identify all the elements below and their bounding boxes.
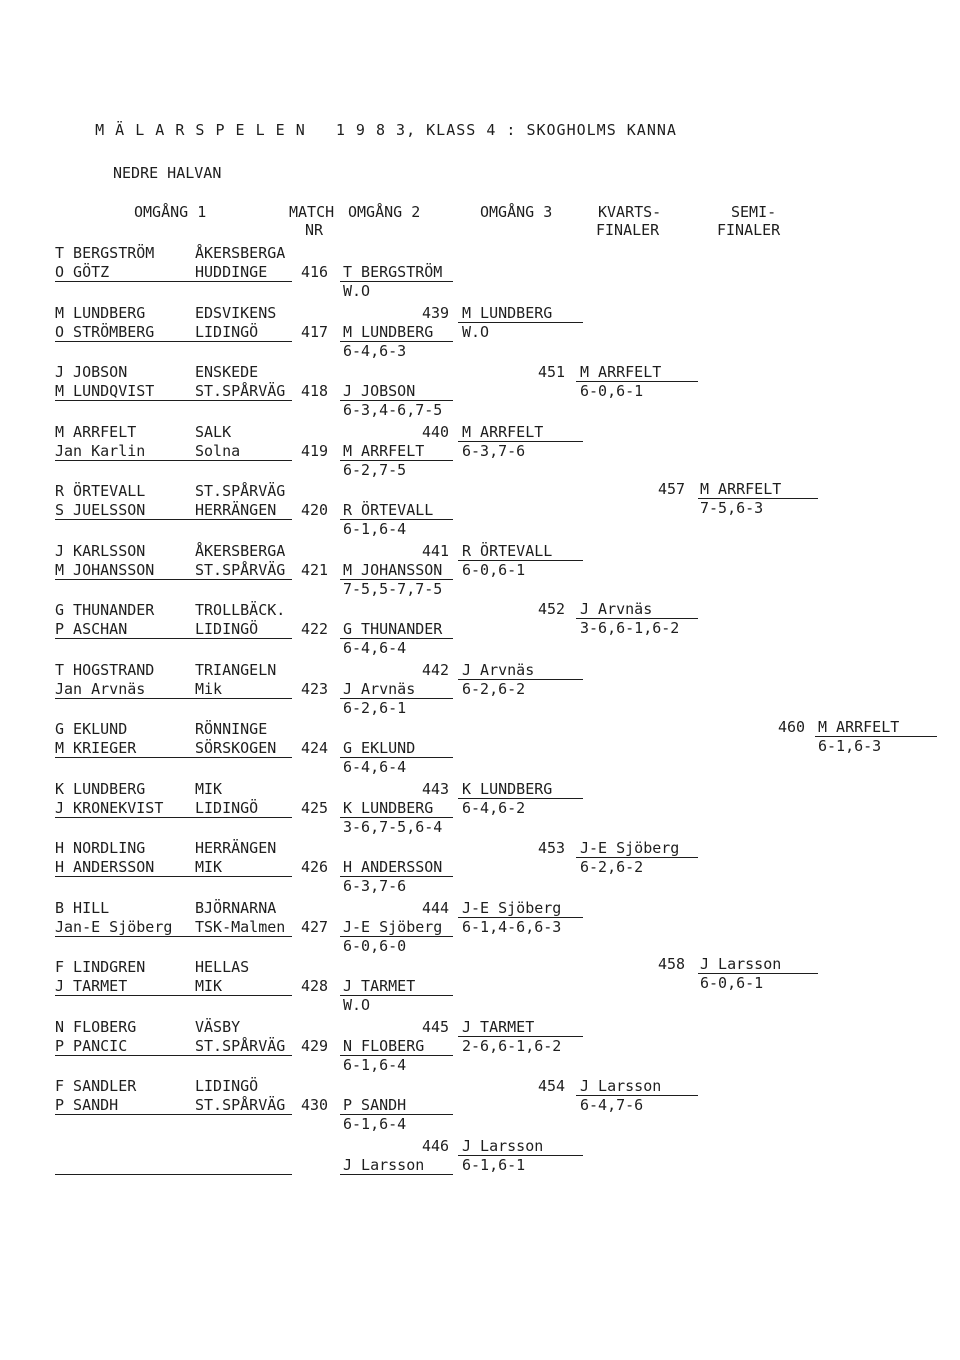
- match-number: 440: [422, 423, 450, 441]
- bracket-line: [340, 460, 453, 461]
- round2-entrant: R ÖRTEVALL: [343, 501, 434, 519]
- bracket-line: [340, 281, 453, 282]
- match-number: 424: [301, 739, 329, 757]
- bracket-line: [55, 936, 292, 937]
- match-number: 454: [538, 1077, 566, 1095]
- bracket-line: [55, 757, 292, 758]
- round2-entrant: K LUNDBERG: [343, 799, 434, 817]
- round1-player: H ANDERSSON: [55, 858, 155, 876]
- bracket-line: [340, 341, 453, 342]
- match-number: 453: [538, 839, 566, 857]
- round1-player: N FLOBERG: [55, 1018, 137, 1036]
- match-number: 427: [301, 918, 329, 936]
- match-score: 6-1,6-4: [343, 1056, 407, 1074]
- match-score: W.O: [462, 323, 490, 341]
- match-score: W.O: [343, 996, 371, 1014]
- page-title: [55, 105, 677, 156]
- bracket-line: [340, 1055, 453, 1056]
- match-number: 443: [422, 780, 450, 798]
- section-title: NEDRE HALVAN: [113, 164, 222, 182]
- round2-entrant: J JOBSON: [343, 382, 416, 400]
- match-number: 460: [778, 718, 806, 736]
- round1-club: Solna: [195, 442, 241, 460]
- bracket-line: [55, 698, 292, 699]
- round1-player: J KRONEKVIST: [55, 799, 164, 817]
- round1-player: P SANDH: [55, 1096, 119, 1114]
- round1-player: M ARRFELT: [55, 423, 137, 441]
- match-number: 452: [538, 600, 566, 618]
- match-score: 6-1,6-4: [343, 520, 407, 538]
- bracket-line: [576, 381, 698, 382]
- match-number: 441: [422, 542, 450, 560]
- round1-club: TROLLBÄCK.: [195, 601, 286, 619]
- round1-player: H NORDLING: [55, 839, 146, 857]
- match-score: 6-0,6-1: [700, 974, 764, 992]
- round1-player: S JUELSSON: [55, 501, 146, 519]
- round1-player: P PANCIC: [55, 1037, 128, 1055]
- match-score: 7-5,6-3: [700, 499, 764, 517]
- bracket-line: [55, 460, 292, 461]
- round1-player: Jan Karlin: [55, 442, 146, 460]
- bracket-line: [340, 579, 453, 580]
- quarterfinal-entrant: J Larsson: [580, 1077, 662, 1095]
- match-number: 451: [538, 363, 566, 381]
- round1-club: ST.SPÅRVÄG: [195, 561, 286, 579]
- bracket-line: [55, 876, 292, 877]
- round1-player: F SANDLER: [55, 1077, 137, 1095]
- round1-player: M KRIEGER: [55, 739, 137, 757]
- round2-entrant: T BERGSTRÖM: [343, 263, 443, 281]
- round1-club: ST.SPÅRVÄG: [195, 482, 286, 500]
- bracket-line: [340, 995, 453, 996]
- bracket-line: [458, 798, 583, 799]
- round1-club: ÅKERSBERGA: [195, 542, 286, 560]
- bracket-line: [340, 519, 453, 520]
- round1-club: MIK: [195, 858, 223, 876]
- bracket-line: [55, 519, 292, 520]
- bracket-line: [815, 736, 937, 737]
- round1-player: J JOBSON: [55, 363, 128, 381]
- match-number: 418: [301, 382, 329, 400]
- round1-club: VÄSBY: [195, 1018, 241, 1036]
- bracket-line: [458, 679, 583, 680]
- bracket-line: [458, 322, 583, 323]
- match-score: 6-4,7-6: [580, 1096, 644, 1114]
- bracket-line: [458, 560, 583, 561]
- bracket-line: [340, 1114, 453, 1115]
- round2-entrant: J Arvnäs: [343, 680, 416, 698]
- match-score: 6-1,4-6,6-3: [462, 918, 562, 936]
- round1-player: K LUNDBERG: [55, 780, 146, 798]
- match-score: 7-5,5-7,7-5: [343, 580, 443, 598]
- round1-player: Jan Arvnäs: [55, 680, 146, 698]
- match-number: 444: [422, 899, 450, 917]
- match-score: 6-2,7-5: [343, 461, 407, 479]
- round1-club: Mik: [195, 680, 223, 698]
- round1-player: J TARMET: [55, 977, 128, 995]
- round3-entrant: J TARMET: [462, 1018, 535, 1036]
- match-number: 445: [422, 1018, 450, 1036]
- round1-player: P ASCHAN: [55, 620, 128, 638]
- bracket-line: [55, 1114, 292, 1115]
- round1-club: SALK: [195, 423, 232, 441]
- match-number: 420: [301, 501, 329, 519]
- match-number: 428: [301, 977, 329, 995]
- quarterfinal-entrant: J Arvnäs: [580, 600, 653, 618]
- bracket-line: [698, 498, 818, 499]
- header-match: MATCH: [289, 203, 335, 221]
- round1-club: ST.SPÅRVÄG: [195, 1096, 286, 1114]
- round2-entrant: H ANDERSSON: [343, 858, 443, 876]
- match-score: 6-0,6-1: [580, 382, 644, 400]
- match-score: 6-3,4-6,7-5: [343, 401, 443, 419]
- bracket-line: [340, 1174, 453, 1175]
- bracket-line: [55, 817, 292, 818]
- round1-player: M LUNDQVIST: [55, 382, 155, 400]
- match-score: 6-3,7-6: [343, 877, 407, 895]
- bracket-line: [340, 638, 453, 639]
- header-quarterfinal-line1: KVARTS-: [598, 203, 662, 221]
- match-number: 422: [301, 620, 329, 638]
- round3-entrant: R ÖRTEVALL: [462, 542, 553, 560]
- round2-entrant: J Larsson: [343, 1156, 425, 1174]
- bracket-line: [698, 973, 818, 974]
- round1-player: J KARLSSON: [55, 542, 146, 560]
- match-number: 446: [422, 1137, 450, 1155]
- header-round2: OMGÅNG 2: [348, 203, 421, 221]
- round1-club: HERRÄNGEN: [195, 501, 277, 519]
- bracket-line: [340, 876, 453, 877]
- match-score: 6-0,6-0: [343, 937, 407, 955]
- match-score: 6-1,6-4: [343, 1115, 407, 1133]
- round1-club: LIDINGÖ: [195, 799, 259, 817]
- match-score: 6-3,7-6: [462, 442, 526, 460]
- match-score: 6-1,6-3: [818, 737, 882, 755]
- bracket-line: [55, 1055, 292, 1056]
- round1-club: ST.SPÅRVÄG: [195, 1037, 286, 1055]
- match-number: 457: [658, 480, 686, 498]
- round1-club: HERRÄNGEN: [195, 839, 277, 857]
- match-number: 423: [301, 680, 329, 698]
- round1-club: TSK-Malmen: [195, 918, 286, 936]
- match-score: 6-4,6-4: [343, 758, 407, 776]
- round1-club: ÅKERSBERGA: [195, 244, 286, 262]
- page-title-part2: , KLASS 4 : SKOGHOLMS KANNA: [406, 121, 677, 139]
- match-number: 442: [422, 661, 450, 679]
- bracket-line: [340, 698, 453, 699]
- round1-player: O GÖTZ: [55, 263, 110, 281]
- bracket-line: [55, 579, 292, 580]
- round1-club: LIDINGÖ: [195, 323, 259, 341]
- match-score: 6-1,6-1: [462, 1156, 526, 1174]
- match-score: 6-4,6-3: [343, 342, 407, 360]
- bracket-line: [576, 618, 698, 619]
- semifinal-entrant: M ARRFELT: [700, 480, 782, 498]
- round1-player: Jan-E Sjöberg: [55, 918, 173, 936]
- round1-club: ST.SPÅRVÄG: [195, 382, 286, 400]
- semifinal-entrant: J Larsson: [700, 955, 782, 973]
- bracket-line: [55, 281, 292, 282]
- match-score: 6-2,6-2: [462, 680, 526, 698]
- round2-entrant: J TARMET: [343, 977, 416, 995]
- bracket-line: [458, 1036, 583, 1037]
- round1-player: G EKLUND: [55, 720, 128, 738]
- quarterfinal-entrant: J-E Sjöberg: [580, 839, 680, 857]
- match-score: 6-4,6-4: [343, 639, 407, 657]
- round3-entrant: J Arvnäs: [462, 661, 535, 679]
- bracket-line: [340, 936, 453, 937]
- round1-club: TRIANGELN: [195, 661, 277, 679]
- round2-entrant: N FLOBERG: [343, 1037, 425, 1055]
- round2-entrant: M ARRFELT: [343, 442, 425, 460]
- match-number: 421: [301, 561, 329, 579]
- round2-entrant: J-E Sjöberg: [343, 918, 443, 936]
- header-nr: NR: [305, 221, 324, 239]
- bracket-line: [458, 1155, 583, 1156]
- match-number: 430: [301, 1096, 329, 1114]
- match-number: 417: [301, 323, 329, 341]
- final-entrant: M ARRFELT: [818, 718, 900, 736]
- round1-club: MIK: [195, 977, 223, 995]
- round2-entrant: M JOHANSSON: [343, 561, 443, 579]
- match-number: 458: [658, 955, 686, 973]
- round3-entrant: M ARRFELT: [462, 423, 544, 441]
- round1-club: SÖRSKOGEN: [195, 739, 277, 757]
- bracket-line: [458, 441, 583, 442]
- round2-entrant: M LUNDBERG: [343, 323, 434, 341]
- round1-player: B HILL: [55, 899, 110, 917]
- round3-entrant: J-E Sjöberg: [462, 899, 562, 917]
- round2-entrant: G THUNANDER: [343, 620, 443, 638]
- match-score: W.O: [343, 282, 371, 300]
- round1-player: R ÖRTEVALL: [55, 482, 146, 500]
- match-number: 425: [301, 799, 329, 817]
- round1-club: MIK: [195, 780, 223, 798]
- round1-club: BJÖRNARNA: [195, 899, 277, 917]
- match-number: 419: [301, 442, 329, 460]
- round1-player: T HOGSTRAND: [55, 661, 155, 679]
- bracket-line: [340, 757, 453, 758]
- bracket-line: [55, 638, 292, 639]
- header-quarterfinal-line2: FINALER: [596, 221, 660, 239]
- bracket-line: [340, 400, 453, 401]
- round1-club: ENSKEDE: [195, 363, 259, 381]
- bracket-line: [55, 341, 292, 342]
- match-score: 2-6,6-1,6-2: [462, 1037, 562, 1055]
- round1-player: M LUNDBERG: [55, 304, 146, 322]
- round1-club: LIDINGÖ: [195, 1077, 259, 1095]
- round3-entrant: M LUNDBERG: [462, 304, 553, 322]
- round1-club: LIDINGÖ: [195, 620, 259, 638]
- round1-player: F LINDGREN: [55, 958, 146, 976]
- match-score: 3-6,7-5,6-4: [343, 818, 443, 836]
- round3-entrant: J Larsson: [462, 1137, 544, 1155]
- round1-player: T BERGSTRÖM: [55, 244, 155, 262]
- round3-entrant: K LUNDBERG: [462, 780, 553, 798]
- bracket-line: [576, 1095, 698, 1096]
- round2-entrant: P SANDH: [343, 1096, 407, 1114]
- match-number: 426: [301, 858, 329, 876]
- bracket-line: [340, 817, 453, 818]
- round1-player: O STRÖMBERG: [55, 323, 155, 341]
- header-round3: OMGÅNG 3: [480, 203, 553, 221]
- match-score: 3-6,6-1,6-2: [580, 619, 680, 637]
- round1-player: G THUNANDER: [55, 601, 155, 619]
- header-semifinal-line1: SEMI-: [731, 203, 777, 221]
- bracket-line: [576, 857, 698, 858]
- page-title-part1: M Ä L A R S P E L E N 1 9 8 3: [95, 121, 407, 139]
- match-score: 6-2,6-1: [343, 699, 407, 717]
- match-score: 6-0,6-1: [462, 561, 526, 579]
- round1-club: HUDDINGE: [195, 263, 268, 281]
- bracket-line: [55, 1174, 292, 1175]
- match-number: 439: [422, 304, 450, 322]
- round1-club: HELLAS: [195, 958, 250, 976]
- match-score: 6-2,6-2: [580, 858, 644, 876]
- header-semifinal-line2: FINALER: [717, 221, 781, 239]
- round1-club: RÖNNINGE: [195, 720, 268, 738]
- round1-club: EDSVIKENS: [195, 304, 277, 322]
- bracket-line: [55, 995, 292, 996]
- bracket-line: [55, 400, 292, 401]
- match-number: 416: [301, 263, 329, 281]
- quarterfinal-entrant: M ARRFELT: [580, 363, 662, 381]
- header-round1: OMGÅNG 1: [134, 203, 207, 221]
- round1-player: M JOHANSSON: [55, 561, 155, 579]
- bracket-line: [458, 917, 583, 918]
- round2-entrant: G EKLUND: [343, 739, 416, 757]
- match-number: 429: [301, 1037, 329, 1055]
- match-score: 6-4,6-2: [462, 799, 526, 817]
